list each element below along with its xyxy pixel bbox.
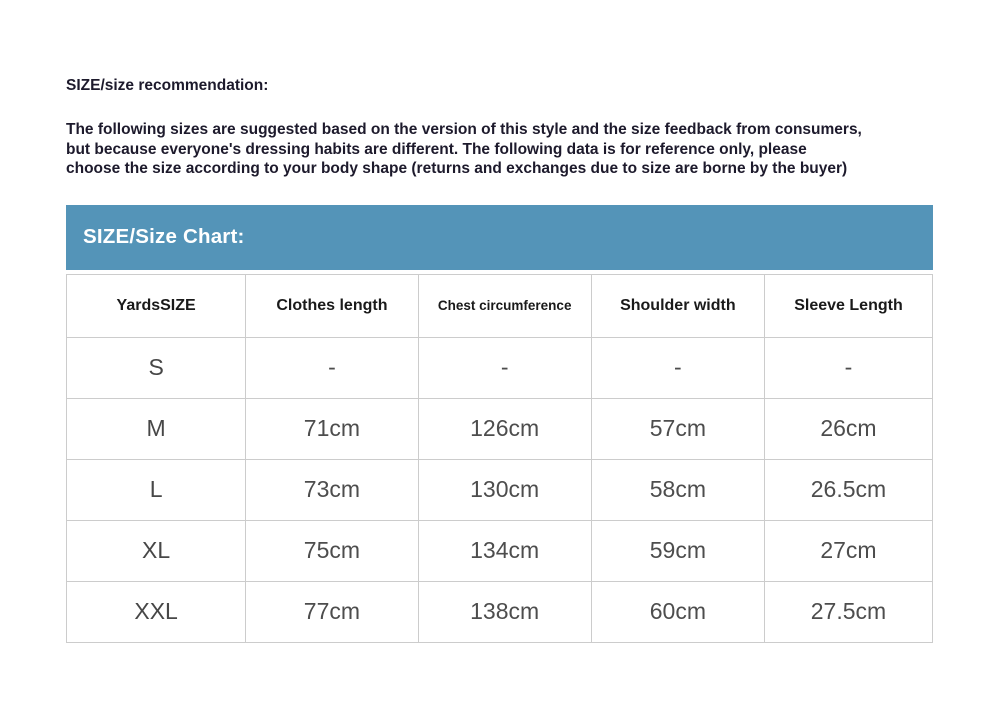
- cell-chest-circumference: 134cm: [418, 520, 591, 581]
- cell-size: S: [67, 337, 246, 398]
- cell-sleeve-length: -: [764, 337, 932, 398]
- cell-chest-circumference: -: [418, 337, 591, 398]
- cell-clothes-length: 71cm: [246, 398, 418, 459]
- table-row-l: [67, 459, 933, 520]
- size-chart-banner: [66, 205, 933, 270]
- column-header-chest-circumference: Chest circumference: [418, 274, 591, 337]
- page-title: SIZE/size recommendation:: [66, 77, 269, 94]
- intro-line: but because everyone's dressing habits are different. The following data is for reference only, please: [66, 140, 807, 158]
- table-row-xxl: [67, 581, 933, 642]
- cell-shoulder-width: 57cm: [591, 398, 764, 459]
- cell-sleeve-length: 26.5cm: [764, 459, 932, 520]
- cell-size: L: [67, 459, 246, 520]
- intro-line: The following sizes are suggested based on the version of this style and the size feedback from consumers,: [66, 121, 862, 138]
- column-header-size: YardsSIZE: [67, 274, 246, 337]
- column-header-sleeve-length: Sleeve Length: [764, 274, 932, 337]
- cell-shoulder-width: 58cm: [591, 459, 764, 520]
- cell-shoulder-width: 60cm: [591, 581, 764, 642]
- cell-sleeve-length: 27.5cm: [764, 581, 932, 642]
- cell-shoulder-width: -: [591, 337, 764, 398]
- cell-shoulder-width: 59cm: [591, 520, 764, 581]
- cell-sleeve-length: 27cm: [764, 520, 932, 581]
- cell-size: M: [67, 398, 246, 459]
- cell-chest-circumference: 126cm: [418, 398, 591, 459]
- cell-clothes-length: 73cm: [246, 459, 418, 520]
- table-row-s: [67, 337, 933, 398]
- size-table: [66, 274, 933, 643]
- intro-paragraph: [66, 120, 933, 179]
- cell-clothes-length: -: [246, 337, 418, 398]
- table-row-xl: [67, 520, 933, 581]
- column-header-shoulder-width: Shoulder width: [591, 274, 764, 337]
- cell-chest-circumference: 130cm: [418, 459, 591, 520]
- cell-size: XXL: [67, 581, 246, 642]
- cell-clothes-length: 77cm: [246, 581, 418, 642]
- cell-sleeve-length: 26cm: [764, 398, 932, 459]
- cell-chest-circumference: 138cm: [418, 581, 591, 642]
- table-row-m: [67, 398, 933, 459]
- cell-clothes-length: 75cm: [246, 520, 418, 581]
- cell-size: XL: [67, 520, 246, 581]
- size-chart-title: SIZE/Size Chart:: [83, 225, 245, 248]
- size-recommendation-page: [66, 0, 933, 643]
- column-header-clothes-length: Clothes length: [246, 274, 418, 337]
- intro-line: choose the size according to your body shape (returns and exchanges due to size are borne by the buyer): [66, 160, 848, 177]
- table-header-row: [67, 274, 933, 337]
